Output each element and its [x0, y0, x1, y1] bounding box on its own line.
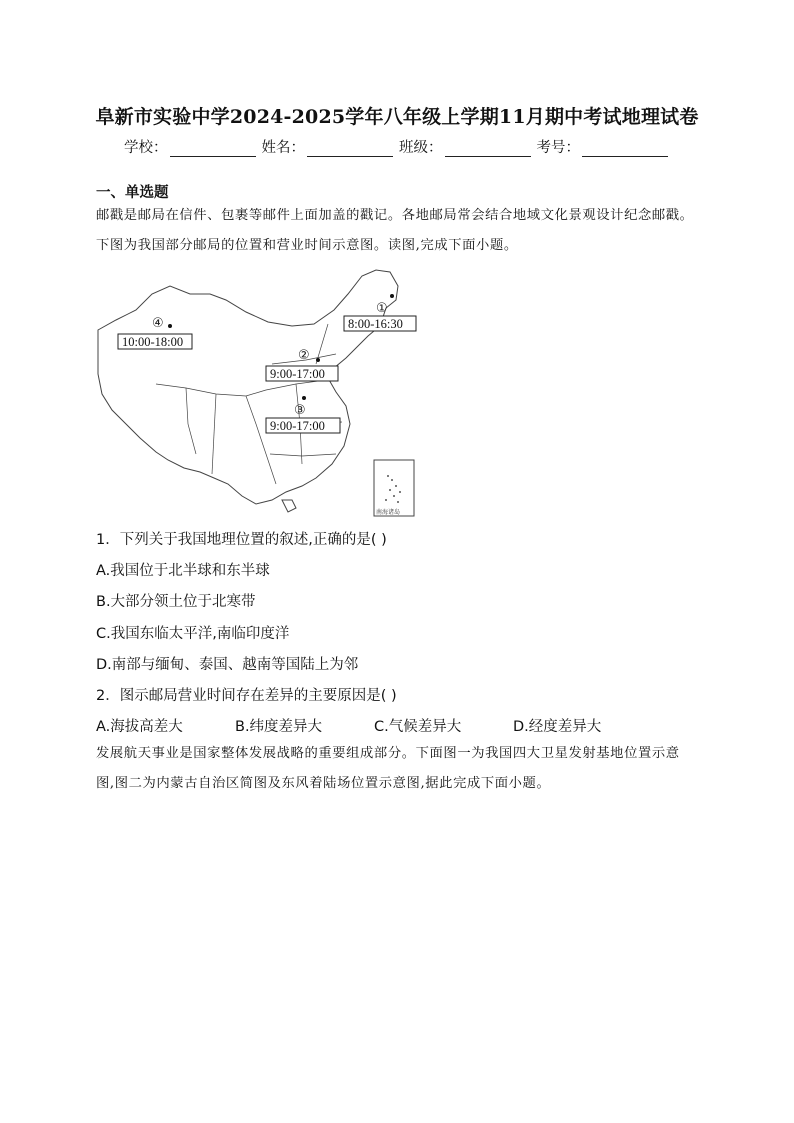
marker-1	[344, 294, 416, 331]
question-2-options	[96, 715, 601, 736]
class-blank[interactable]	[445, 140, 531, 157]
section-heading: 一、单选题	[96, 185, 169, 201]
question-2-option-a[interactable]: A.海拔高差大	[96, 719, 183, 735]
number-blank[interactable]	[582, 140, 668, 157]
question-1-stem: 1．下列关于我国地理位置的叙述,正确的是( )	[96, 532, 387, 548]
marker-3-time: 9:00-17:00	[270, 419, 325, 433]
intro-paragraph-1: 邮戳是邮局在信件、包裹等邮件上面加盖的戳记。各地邮局常会结合地域文化景观设计纪念邮戳。下图为我国部分邮局的位置和营业时间示意图。读图,完成下面小题。	[96, 208, 694, 253]
number-label: 考号：	[536, 140, 580, 156]
name-blank[interactable]	[307, 140, 393, 157]
marker-3	[266, 396, 340, 433]
china-post-office-map	[96, 264, 418, 518]
marker-3-number: ③	[294, 403, 306, 418]
question-1-option-a[interactable]: A.我国位于北半球和东半球	[96, 563, 270, 579]
marker-1-number: ①	[376, 301, 388, 316]
name-label: 姓名：	[261, 140, 305, 156]
south-china-sea-inset	[374, 460, 414, 516]
question-2-stem: 2．图示邮局营业时间存在差异的主要原因是( )	[96, 688, 397, 704]
question-2-option-b[interactable]: B.纬度差异大	[235, 719, 323, 735]
question-2-option-c[interactable]: C.气候差异大	[374, 719, 462, 735]
marker-2	[266, 348, 338, 381]
school-blank[interactable]	[170, 140, 256, 157]
question-1-option-d[interactable]: D.南部与缅甸、泰国、越南等国陆上为邻	[96, 657, 359, 673]
china-outline	[98, 270, 398, 512]
question-1-option-b[interactable]: B.大部分领土位于北寒带	[96, 594, 256, 610]
marker-2-number: ②	[298, 348, 310, 363]
question-2-option-d[interactable]: D.经度差异大	[513, 719, 602, 735]
class-field[interactable]	[399, 136, 531, 157]
intro-paragraph-2: 发展航天事业是国家整体发展战略的重要组成部分。下面图一为我国四大卫星发射基地位置示意图,图二为内蒙古自治区简图及东风着陆场位置示意图,据此完成下面小题。	[96, 746, 680, 791]
school-label: 学校：	[124, 140, 168, 156]
svg-text:南海诸岛: 南海诸岛	[376, 509, 401, 516]
school-field[interactable]	[124, 136, 256, 157]
marker-4	[118, 316, 192, 349]
number-field[interactable]	[537, 136, 669, 157]
student-info-row	[124, 136, 674, 157]
exam-title: 阜新市实验中学2024-2025学年八年级上学期11月期中考试地理试卷	[95, 106, 699, 128]
name-field[interactable]	[262, 136, 394, 157]
marker-1-time: 8:00-16:30	[348, 317, 403, 331]
marker-4-number: ④	[152, 316, 164, 331]
marker-4-time: 10:00-18:00	[122, 335, 184, 349]
question-1-option-c[interactable]: C.我国东临太平洋,南临印度洋	[96, 626, 290, 642]
class-label: 班级：	[399, 140, 443, 156]
marker-2-time: 9:00-17:00	[270, 367, 325, 381]
